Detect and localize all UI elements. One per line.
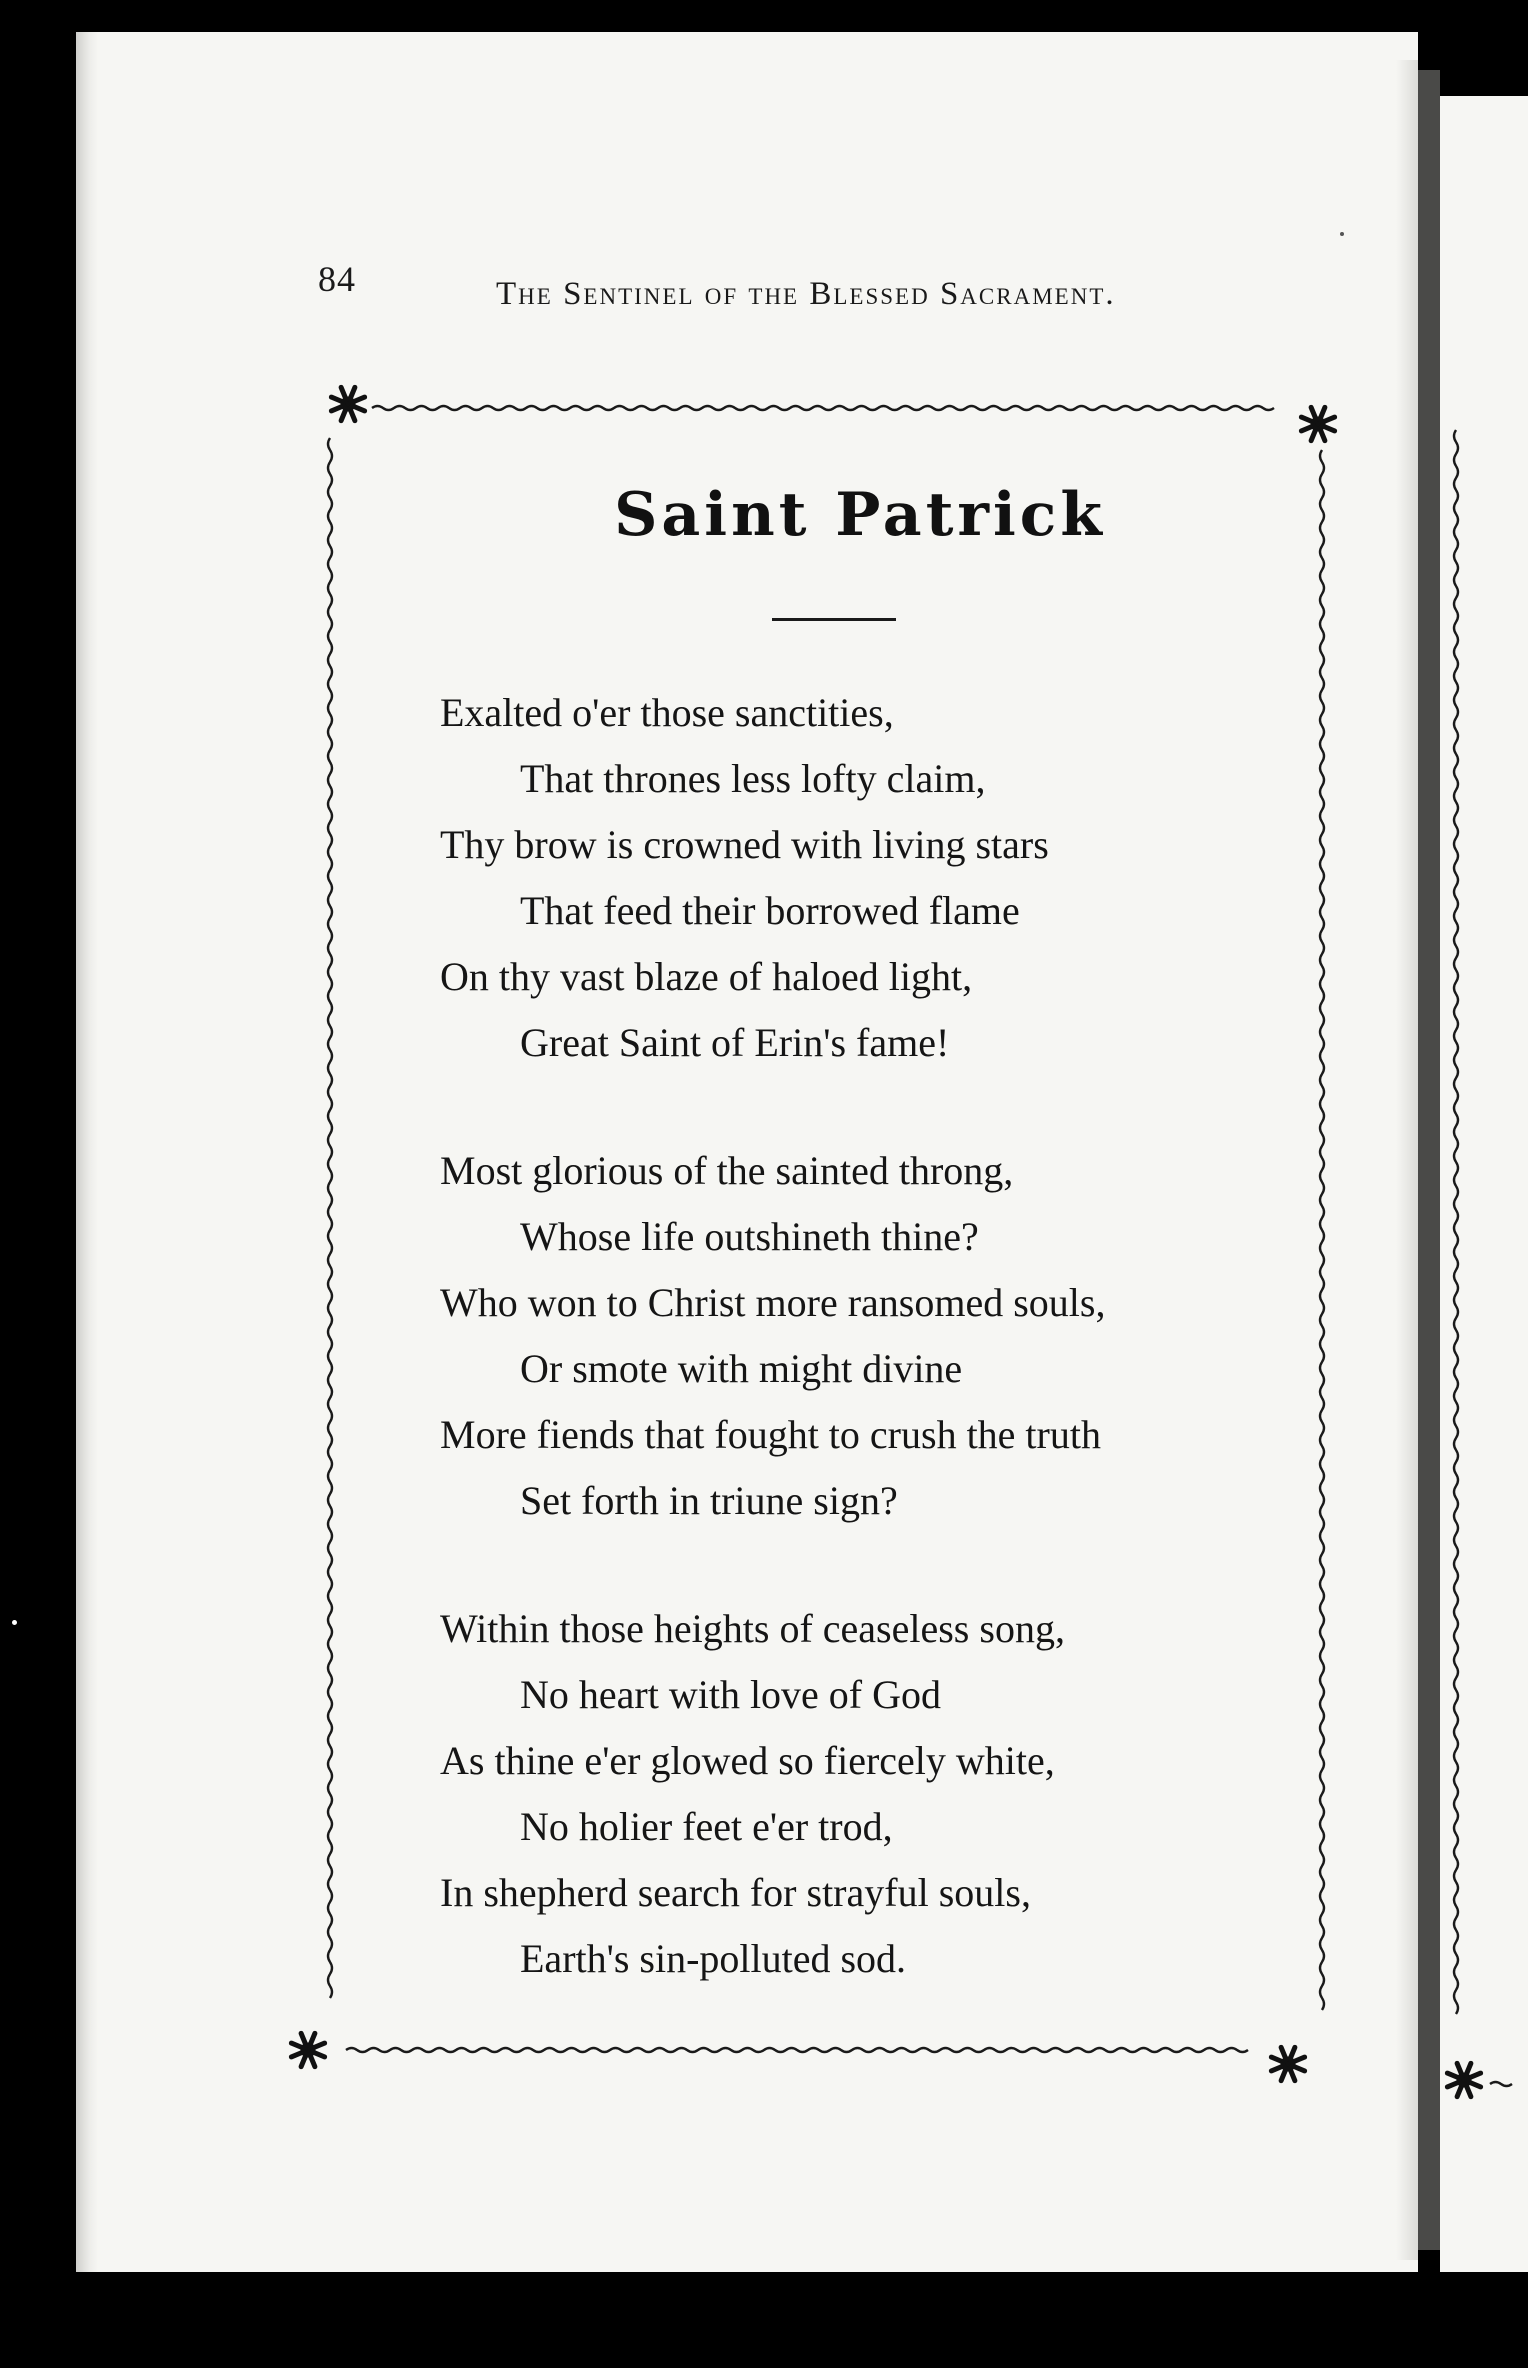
poem-line: Within those heights of ceaseless song,	[440, 1606, 1065, 1651]
poem-line: Who won to Christ more ransomed souls,	[440, 1280, 1106, 1325]
poem-line: On thy vast blaze of haloed light,	[440, 954, 973, 999]
poem-line: Exalted o'er those sanctities,	[440, 690, 894, 735]
title-rule	[772, 618, 896, 621]
scan-speck	[12, 1620, 17, 1625]
poem-title: Saint Patrick	[614, 480, 1106, 550]
poem-line: Most glorious of the sainted throng,	[440, 1148, 1014, 1193]
poem-line: That thrones less lofty claim,	[520, 756, 986, 801]
poem-line: Set forth in triune sign?	[520, 1478, 898, 1523]
right-page-edge	[1440, 96, 1528, 2272]
poem-line: Or smote with might divine	[520, 1346, 963, 1391]
stanza-3	[440, 1596, 1340, 1992]
poem-line: Great Saint of Erin's fame!	[520, 1020, 950, 1065]
page-number: 84	[318, 259, 356, 299]
poem-line: That feed their borrowed flame	[520, 888, 1020, 933]
poem-line: No holier feet e'er trod,	[520, 1804, 893, 1849]
stanza-1	[440, 680, 1340, 1076]
poem-line: More fiends that fought to crush the truth	[440, 1412, 1101, 1457]
poem-line: Earth's sin-polluted sod.	[520, 1936, 907, 1981]
poem-line: In shepherd search for strayful souls,	[440, 1870, 1031, 1915]
poem-body	[440, 680, 1340, 2054]
stanza-2	[440, 1138, 1340, 1534]
poem-line: As thine e'er glowed so fiercely white,	[440, 1738, 1055, 1783]
poem-line: Thy brow is crowned with living stars	[440, 822, 1049, 867]
page-gutter-shadow	[76, 32, 98, 2272]
book-binding	[1418, 70, 1440, 2250]
poem-line: No heart with love of God	[520, 1672, 942, 1717]
poem-line: Whose life outshineth thine?	[520, 1214, 979, 1259]
scan-speck	[1340, 232, 1344, 236]
page-edge-shadow	[1396, 60, 1418, 2260]
running-head: The Sentinel of the Blessed Sacrament.	[496, 276, 1116, 312]
